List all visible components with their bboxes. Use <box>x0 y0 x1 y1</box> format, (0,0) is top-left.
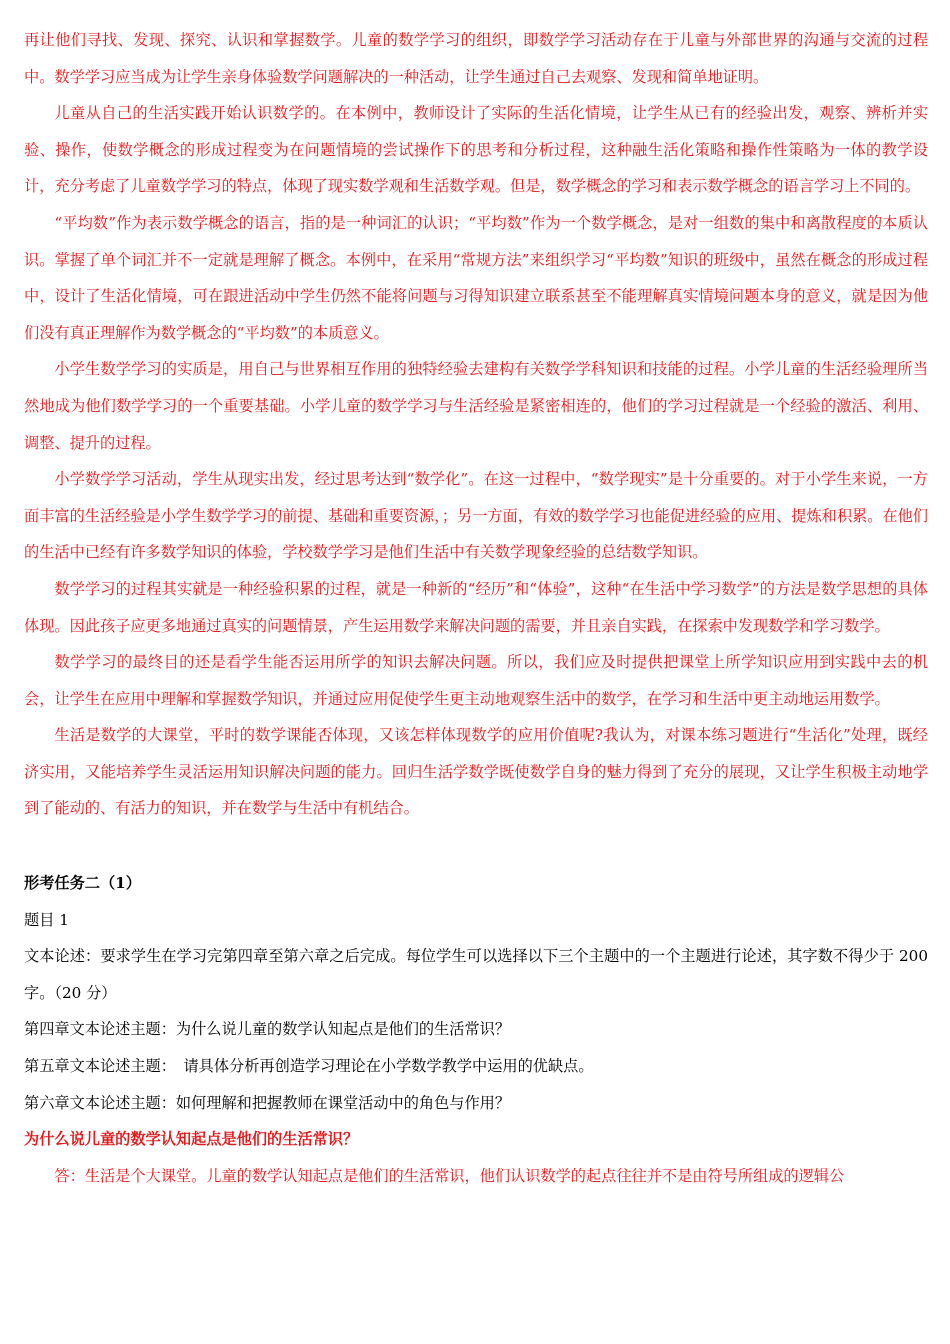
section-spacer <box>24 827 928 865</box>
task-heading: 形考任务二（1） <box>24 874 141 893</box>
task-section <box>24 865 928 1194</box>
essay-paragraph-1: 再让他们寻找、发现、探究、认识和掌握数学。儿童的数学学习的组织，即数学学习活动存在于儿童与外部世界的沟通与交流的过程中。数学学习应当成为让学生亲身体验数学问题解决的一种活动，让学生通过自己去观察、发现和简单地证明。 <box>24 31 928 86</box>
answer-heading: 为什么说儿童的数学认知起点是他们的生活常识？ <box>24 1130 359 1149</box>
topic-chapter-6: 第六章文本论述主题：如何理解和把握教师在课堂活动中的角色与作用？ <box>24 1093 510 1112</box>
topic-chapter-4: 第四章文本论述主题：为什么说儿童的数学认知起点是他们的生活常识？ <box>24 1020 510 1039</box>
essay-body <box>24 22 928 827</box>
essay-paragraph-2: 儿童从自己的生活实践开始认识数学的。在本例中，教师设计了实际的生活化情境，让学生从已有的经验出发，观察、辨析并实验、操作，使数学概念的形成过程变为在问题情境的尝试操作下的思考和分析过程，这种融生活化策略和操作性策略为一体的教学设计，充分考虑了儿童数学学习的特点，体现了现实数学观和生活数学观。但是，数学概念的学习和表示数学概念的语言学习上不同的。 <box>24 104 928 196</box>
answer-text: 答：生活是个大课堂。儿童的数学认知起点是他们的生活常识，他们认识数学的起点往往并不是由符号所组成的逻辑公 <box>54 1166 845 1185</box>
question-label: 题目 1 <box>24 910 69 929</box>
task-instructions: 文本论述：要求学生在学习完第四章至第六章之后完成。每位学生可以选择以下三个主题中的一个主题进行论述，其字数不得少于 200 字。（20 分） <box>24 947 928 1002</box>
essay-paragraph-8: 生活是数学的大课堂，平时的数学课能否体现，又该怎样体现数学的应用价值呢?我认为，对课本练习题进行“生活化”处理，既经济实用，又能培养学生灵活运用知识解决问题的能力。回归生活学数学既使数学自身的魅力得到了充分的展现，又让学生积极主动地学到了能动的、有活力的知识，并在数学与生活中有机结合。 <box>24 726 928 818</box>
essay-paragraph-6: 数学学习的过程其实就是一种经验积累的过程，就是一种新的“经历”和“体验”，这种“在生活中学习数学”的方法是数学思想的具体体现。因此孩子应更多地通过真实的问题情景，产生运用数学来解决问题的需要，并且亲自实践，在探索中发现数学和学习数学。 <box>24 579 928 635</box>
topic-chapter-5: 第五章文本论述主题： 请具体分析再创造学习理论在小学数学教学中运用的优缺点。 <box>24 1057 594 1076</box>
essay-paragraph-3: “平均数”作为表示数学概念的语言，指的是一种词汇的认识；“平均数”作为一个数学概念，是对一组数的集中和离散程度的本质认识。掌握了单个词汇并不一定就是理解了概念。本例中，在采用“常规方法”来组织学习“平均数”知识的班级中，虽然在概念的形成过程中，设计了生活化情境，可在跟进活动中学生仍然不能将问题与习得知识建立联系甚至不能理解真实情境问题本身的意义，就是因为他们没有真正理解作为数学概念的“平均数”的本质意义。 <box>24 213 928 342</box>
essay-paragraph-4: 小学生数学学习的实质是，用自己与世界相互作用的独特经验去建构有关数学学科知识和技能的过程。小学儿童的生活经验理所当然地成为他们数学学习的一个重要基础。小学儿童的数学学习与生活经验是紧密相连的，他们的学习过程就是一个经验的激活、利用、调整、提升的过程。 <box>24 360 928 452</box>
document-page <box>24 22 928 1194</box>
essay-paragraph-7: 数学学习的最终目的还是看学生能否运用所学的知识去解决问题。所以，我们应及时提供把课堂上所学知识应用到实践中去的机会，让学生在应用中理解和掌握数学知识，并通过应用促使学生更主动地观察生活中的数学，在学习和生活中更主动地运用数学。 <box>24 653 928 708</box>
essay-paragraph-5: 小学数学学习活动，学生从现实出发，经过思考达到“数学化”。在这一过程中，“数学现实”是十分重要的。对于小学生来说，一方面丰富的生活经验是小学生数学学习的前提、基础和重要资源，；另一方面，有效的数学学习也能促进经验的应用、提炼和积累。在他们的生活中已经有许多数学知识的体验，学校数学学习是他们生活中有关数学现象经验的总结数学知识。 <box>24 470 928 562</box>
